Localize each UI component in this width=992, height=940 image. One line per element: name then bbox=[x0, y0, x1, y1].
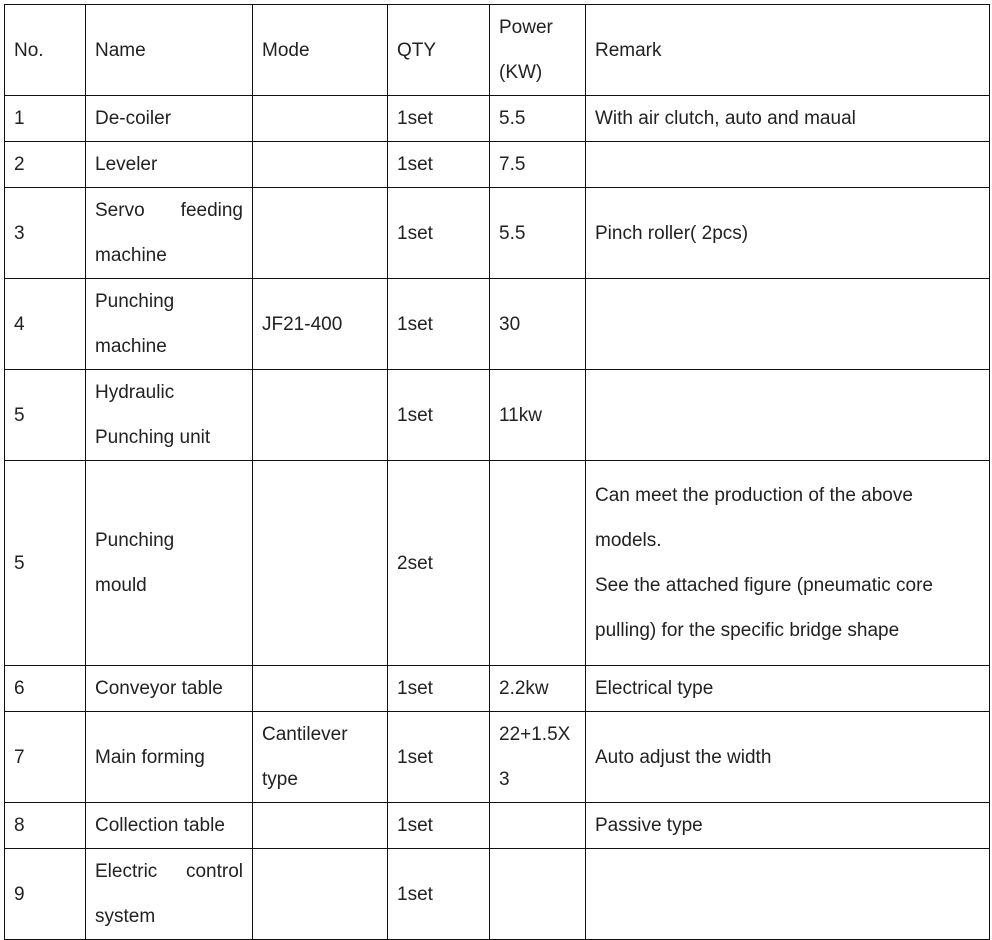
cell-remark bbox=[586, 461, 990, 666]
header-name: Name bbox=[86, 5, 253, 96]
cell-power-line: 22+1.5X bbox=[499, 724, 571, 745]
cell-mode: JF21-400 bbox=[253, 279, 388, 370]
cell-name: Collection table bbox=[86, 803, 253, 849]
cell-qty: 1set bbox=[388, 666, 490, 712]
header-power-line1: Power bbox=[499, 17, 553, 38]
table-row bbox=[5, 370, 990, 461]
cell-mode bbox=[253, 461, 388, 666]
table-row bbox=[5, 279, 990, 370]
header-qty: QTY bbox=[388, 5, 490, 96]
cell-no: 5 bbox=[5, 370, 86, 461]
cell-remark-line: pulling) for the specific bridge shape bbox=[595, 620, 900, 641]
cell-mode bbox=[253, 142, 388, 188]
header-no: No. bbox=[5, 5, 86, 96]
table-row bbox=[5, 142, 990, 188]
cell-mode bbox=[253, 666, 388, 712]
cell-remark-line: Can meet the production of the above bbox=[595, 485, 913, 506]
cell-qty: 1set bbox=[388, 370, 490, 461]
cell-power bbox=[490, 712, 586, 803]
cell-remark: Auto adjust the width bbox=[586, 712, 990, 803]
cell-mode bbox=[253, 96, 388, 142]
cell-no: 3 bbox=[5, 188, 86, 279]
cell-no: 5 bbox=[5, 461, 86, 666]
table-row bbox=[5, 96, 990, 142]
cell-qty: 1set bbox=[388, 849, 490, 940]
cell-remark: With air clutch, auto and maual bbox=[586, 96, 990, 142]
table-row bbox=[5, 849, 990, 940]
cell-remark: Pinch roller( 2pcs) bbox=[586, 188, 990, 279]
cell-name-line: machine bbox=[95, 245, 167, 266]
cell-no: 6 bbox=[5, 666, 86, 712]
cell-power-line: 3 bbox=[499, 769, 510, 790]
cell-power: 11kw bbox=[490, 370, 586, 461]
cell-name bbox=[86, 849, 253, 940]
cell-remark: Electrical type bbox=[586, 666, 990, 712]
cell-name: Conveyor table bbox=[86, 666, 253, 712]
cell-no: 7 bbox=[5, 712, 86, 803]
table-row bbox=[5, 803, 990, 849]
header-row bbox=[5, 5, 990, 96]
cell-name: Leveler bbox=[86, 142, 253, 188]
cell-power: 7.5 bbox=[490, 142, 586, 188]
cell-power: 2.2kw bbox=[490, 666, 586, 712]
cell-name bbox=[86, 188, 253, 279]
header-mode: Mode bbox=[253, 5, 388, 96]
cell-name bbox=[86, 279, 253, 370]
cell-qty: 1set bbox=[388, 96, 490, 142]
cell-power bbox=[490, 461, 586, 666]
cell-name-line: Punching bbox=[95, 291, 175, 312]
cell-power: 5.5 bbox=[490, 96, 586, 142]
cell-power bbox=[490, 803, 586, 849]
cell-mode bbox=[253, 849, 388, 940]
cell-no: 9 bbox=[5, 849, 86, 940]
cell-power: 30 bbox=[490, 279, 586, 370]
cell-name bbox=[86, 461, 253, 666]
cell-no: 2 bbox=[5, 142, 86, 188]
cell-no: 1 bbox=[5, 96, 86, 142]
cell-name-line: Punching unit bbox=[95, 427, 211, 448]
header-remark: Remark bbox=[586, 5, 990, 96]
header-power-line2: (KW) bbox=[499, 62, 543, 83]
table-row bbox=[5, 188, 990, 279]
cell-name-line: Servo feeding bbox=[95, 200, 243, 221]
cell-qty: 2set bbox=[388, 461, 490, 666]
cell-qty: 1set bbox=[388, 712, 490, 803]
cell-remark: Passive type bbox=[586, 803, 990, 849]
cell-name-line: machine bbox=[95, 336, 167, 357]
cell-no: 8 bbox=[5, 803, 86, 849]
cell-mode-line: type bbox=[262, 769, 298, 790]
cell-qty: 1set bbox=[388, 142, 490, 188]
cell-name-line: Electric control bbox=[95, 861, 243, 882]
equipment-table bbox=[4, 4, 990, 940]
cell-remark bbox=[586, 849, 990, 940]
cell-remark-line: models. bbox=[595, 530, 662, 551]
cell-qty: 1set bbox=[388, 803, 490, 849]
cell-qty: 1set bbox=[388, 188, 490, 279]
cell-remark-line: See the attached figure (pneumatic core bbox=[595, 575, 933, 596]
cell-name-line: Hydraulic bbox=[95, 382, 175, 403]
cell-power: 5.5 bbox=[490, 188, 586, 279]
cell-no: 4 bbox=[5, 279, 86, 370]
cell-remark bbox=[586, 142, 990, 188]
table-row bbox=[5, 666, 990, 712]
header-power bbox=[490, 5, 586, 96]
cell-mode-line: Cantilever bbox=[262, 724, 348, 745]
cell-name-line: system bbox=[95, 906, 156, 927]
cell-mode bbox=[253, 803, 388, 849]
cell-mode bbox=[253, 712, 388, 803]
table-row bbox=[5, 461, 990, 666]
cell-name: De-coiler bbox=[86, 96, 253, 142]
table-row bbox=[5, 712, 990, 803]
cell-power bbox=[490, 849, 586, 940]
cell-name bbox=[86, 370, 253, 461]
cell-mode bbox=[253, 188, 388, 279]
cell-mode bbox=[253, 370, 388, 461]
cell-remark bbox=[586, 279, 990, 370]
cell-name: Main forming bbox=[86, 712, 253, 803]
cell-name-line: Punching bbox=[95, 530, 175, 551]
cell-name-line: mould bbox=[95, 575, 147, 596]
cell-qty: 1set bbox=[388, 279, 490, 370]
cell-remark bbox=[586, 370, 990, 461]
